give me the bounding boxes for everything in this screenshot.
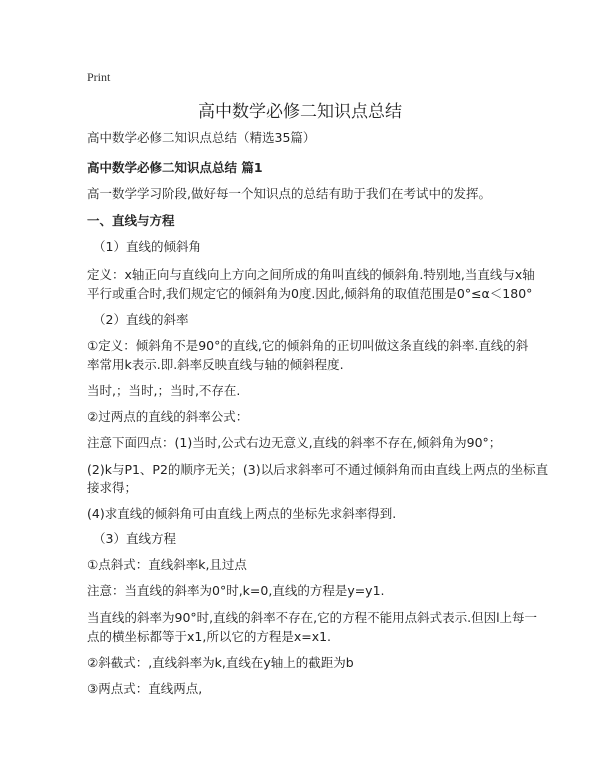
subheading-inclination-angle: （1）直线的倾斜角 (93, 239, 201, 254)
two-point-form: ③两点式：直线两点, (87, 681, 203, 696)
document-subtitle: 高中数学必修二知识点总结（精选35篇） (87, 130, 316, 145)
chapter-heading: 一、直线与方程 (87, 213, 175, 228)
page-title: 高中数学必修二知识点总结 (198, 102, 402, 122)
definition-line-2: 平行或重合时,我们规定它的倾斜角为0度.因此,倾斜角的取值范围是0°≤α＜180° (87, 286, 533, 301)
section-heading: 高中数学必修二知识点总结 篇1 (87, 160, 263, 175)
note-line-3: 接求得； (87, 480, 138, 495)
slope-definition-line-1: ①定义：倾斜角不是90°的直线,它的倾斜角的正切叫做这条直线的斜率.直线的斜 (87, 338, 529, 353)
subheading-slope: （2）直线的斜率 (93, 312, 189, 327)
subheading-line-equation: （3）直线方程 (93, 531, 176, 546)
two-point-slope-formula: ②过两点的直线的斜率公式： (87, 409, 249, 424)
slope-definition-line-2: 率常用k表示.即.斜率反映直线与轴的倾斜程度. (87, 357, 344, 372)
point-slope-form: ①点斜式：直线斜率k,且过点 (87, 557, 247, 572)
note-line-1: 注意下面四点：(1)当时,公式右边无意义,直线的斜率不存在,倾斜角为90°； (87, 435, 502, 450)
zero-slope-note: 注意：当直线的斜率为0°时,k=0,直线的方程是y=y1. (87, 583, 385, 598)
slope-intercept-form: ②斜截式：,直线斜率为k,直线在y轴上的截距为b (87, 655, 354, 670)
note-line-4: (4)求直线的倾斜角可由直线上两点的坐标先求斜率得到. (87, 506, 397, 521)
vertical-line-note-2: 点的横坐标都等于x1,所以它的方程是x=x1. (87, 629, 332, 644)
note-line-2: (2)k与P1、P2的顺序无关；(3)以后求斜率可不通过倾斜角而由直线上两点的坐标直 (87, 462, 549, 477)
slope-cases: 当时,；当时,；当时,不存在. (87, 383, 241, 398)
print-label: Print (87, 70, 111, 84)
definition-line-1: 定义：x轴正向与直线向上方向之间所成的角叫直线的倾斜角.特别地,当直线与x轴 (87, 267, 535, 282)
intro-paragraph: 高一数学学习阶段,做好每一个知识点的总结有助于我们在考试中的发挥。 (87, 186, 491, 201)
vertical-line-note-1: 当直线的斜率为90°时,直线的斜率不存在,它的方程不能用点斜式表示.但因l上每一 (87, 610, 538, 625)
